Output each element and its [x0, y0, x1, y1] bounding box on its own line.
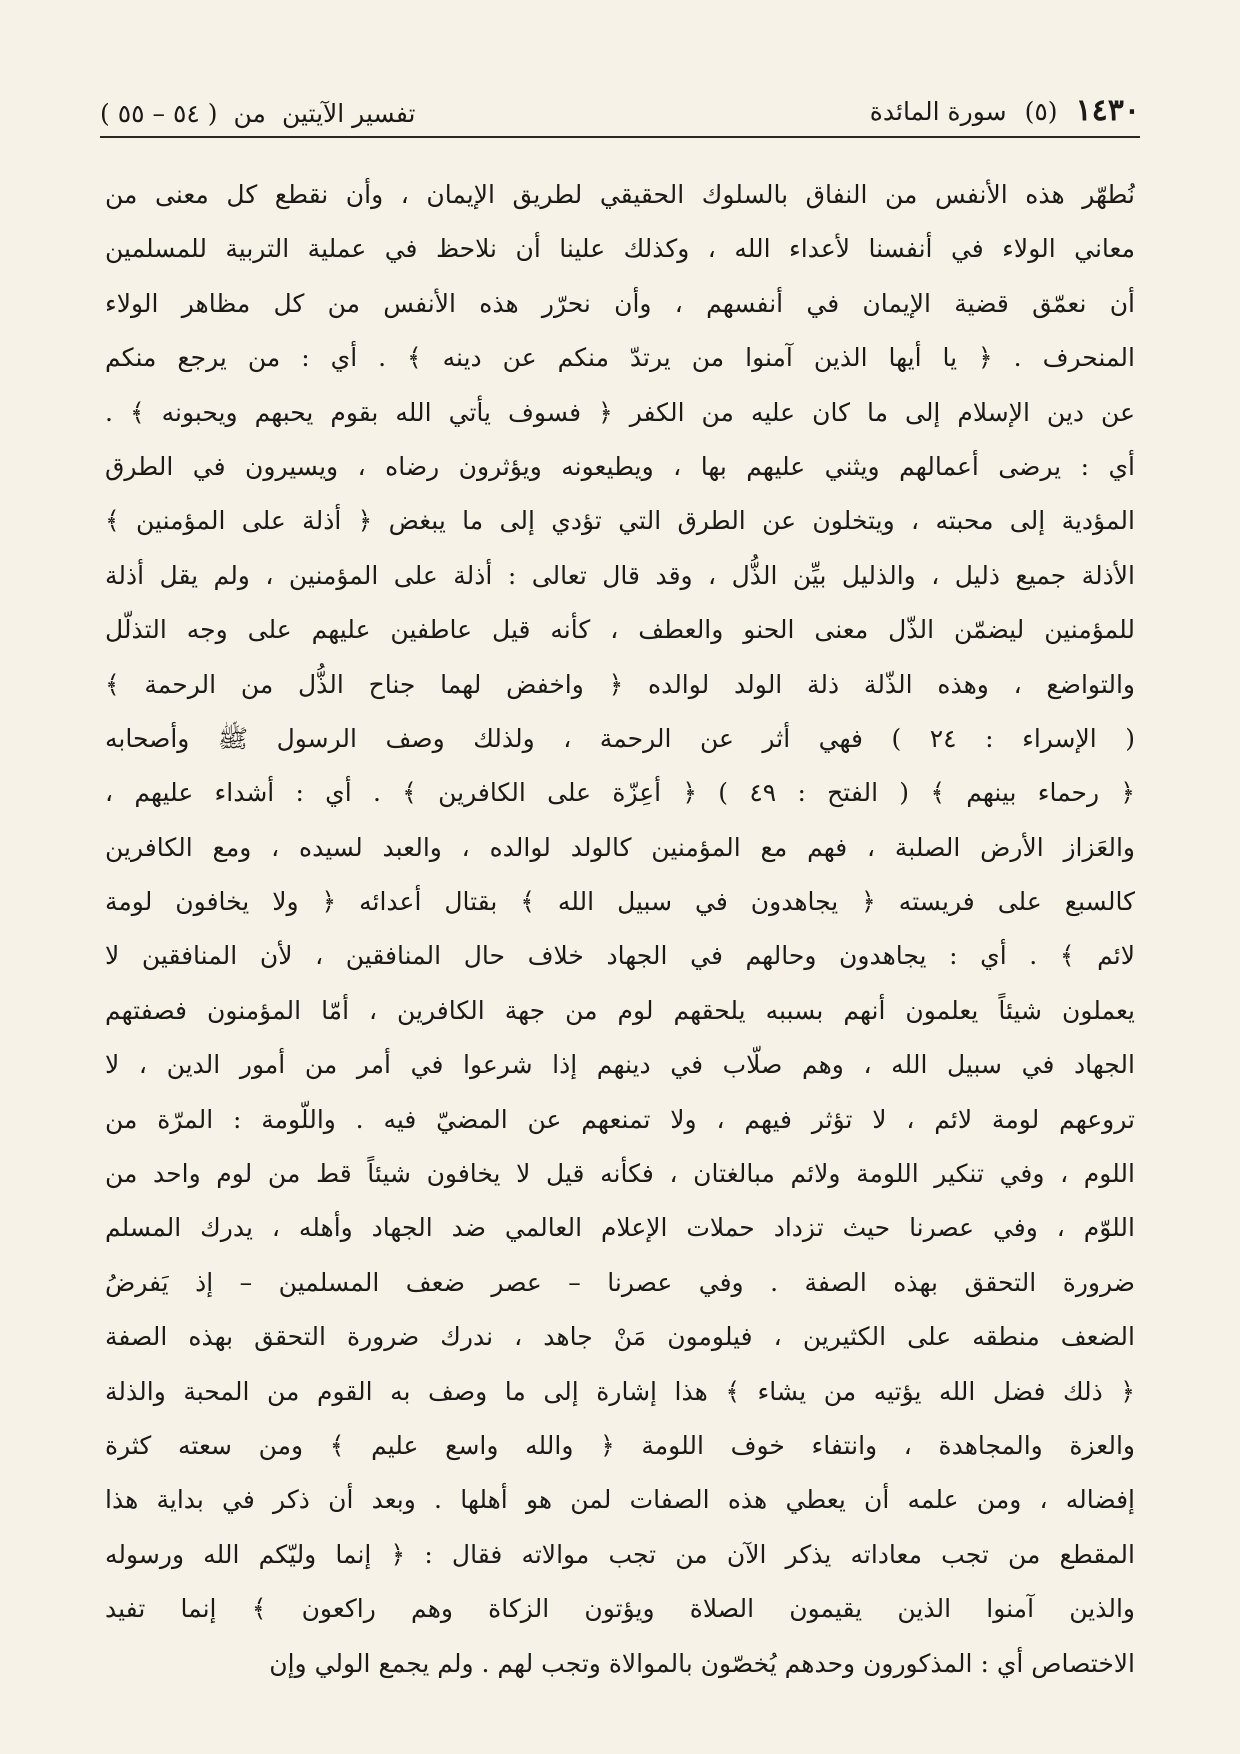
- text-line: الاختصاص أي : المذكورون وحدهم يُخصّون بالموالاة وتجب لهم . ولم يجمع الولي وإن: [269, 1648, 1135, 1678]
- text-line: والعزة والمجاهدة ، وانتفاء خوف اللومة ﴿ والله واسع عليم ﴾ ومن سعته كثرة: [105, 1430, 1135, 1460]
- text-line: كالسبع على فريسته ﴿ يجاهدون في سبيل الله ﴾ بقتال أعدائه ﴿ ولا يخافون لومة: [105, 887, 1135, 917]
- text-line: ﴿ ذلك فضل الله يؤتيه من يشاء ﴾ هذا إشارة إلى ما وصف به القوم من المحبة والذلة: [105, 1376, 1135, 1406]
- text-line: والذين آمنوا الذين يقيمون الصلاة ويؤتون الزكاة وهم راكعون ﴾ إنما تفيد: [105, 1594, 1135, 1624]
- text-line: ﴿ رحماء بينهم ﴾ ( الفتح : ٤٩ ) ﴿ أعِزّة على الكافرين ﴾ . أي : أشداء عليهم ،: [105, 778, 1135, 808]
- sura-number: (٥): [1024, 97, 1058, 126]
- sura-name: سورة المائدة: [869, 97, 1007, 126]
- body-text: [105, 168, 1135, 1691]
- text-line: والعَزاز الأرض الصلبة ، فهم مع المؤمنين كالولد لوالده ، والعبد لسيده ، ومع الكافرين: [105, 832, 1135, 862]
- text-line: أن نعمّق قضية الإيمان في أنفسهم ، وأن نحرّر هذه الأنفس من كل مظاهر الولاء: [105, 288, 1135, 318]
- header-left: [100, 99, 415, 128]
- header-right: [870, 93, 1140, 128]
- header-rule: [100, 136, 1140, 138]
- text-line: إفضاله ، ومن علمه أن يعطي هذه الصفات لمن هو أهلها . وبعد أن ذكر في بداية هذا: [105, 1485, 1135, 1515]
- text-line: للمؤمنين ليضمّن الذّل معنى الحنو والعطف ، كأنه قيل عاطفين عليهم على وجه التذلّل: [105, 615, 1135, 645]
- text-line: ( الإسراء : ٢٤ ) فهي أثر عن الرحمة ، ولذلك وصف الرسول ﷺ وأصحابه: [105, 723, 1135, 753]
- text-line: ضرورة التحقق بهذه الصفة . وفي عصرنا – عصر ضعف المسلمين – إذ يَفرضُ: [105, 1267, 1135, 1297]
- text-line: لائم ﴾ . أي : يجاهدون وحالهم في الجهاد خلاف حال المنافقين ، لأن المنافقين لا: [105, 941, 1135, 971]
- text-line: الجهاد في سبيل الله ، وهم صلّاب في دينهم إذا شرعوا في أمر من أمور الدين ، لا: [105, 1050, 1135, 1080]
- text-line: الضعف منطقه على الكثيرين ، فيلومون مَنْ جاهد ، ندرك ضرورة التحقق بهذه الصفة: [105, 1322, 1135, 1352]
- page-number: ١٤٣٠: [1075, 93, 1140, 128]
- text-line: اللوّم ، وفي عصرنا حيث تزداد حملات الإعلام العالمي ضد الجهاد وأهله ، يدرك المسلم: [105, 1213, 1135, 1243]
- page-header: [100, 84, 1140, 128]
- section-title: تفسير الآيتين: [281, 99, 416, 128]
- text-line: والتواضع ، وهذه الذّلة ذلة الولد لوالده ﴿ واخفض لهما جناح الذُّل من الرحمة ﴾: [105, 669, 1135, 699]
- text-line: المقطع من تجب معاداته يذكر الآن من تجب موالاته فقال : ﴿ إنما وليّكم الله ورسوله: [105, 1539, 1135, 1569]
- text-line: عن دين الإسلام إلى ما كان عليه من الكفر ﴿ فسوف يأتي الله بقوم يحبهم ويحبونه ﴾ .: [105, 397, 1135, 427]
- text-line: تروعهم لومة لائم ، لا تؤثر فيهم ، ولا تمنعهم عن المضيّ فيه . واللّومة : المرّة من: [105, 1104, 1135, 1134]
- text-line: الأذلة جميع ذليل ، والذليل بيِّن الذُّل ، وقد قال تعالى : أذلة على المؤمنين ، ولم يقل أذلة: [105, 560, 1135, 590]
- verse-range-prefix: من: [233, 99, 266, 128]
- text-line: اللوم ، وفي تنكير اللومة ولائم مبالغتان ، فكأنه قيل لا يخافون شيئاً قط من لوم واحد من: [105, 1159, 1135, 1189]
- text-line: المؤدية إلى محبته ، ويتخلون عن الطرق التي تؤدي إلى ما يبغض ﴿ أذلة على المؤمنين ﴾: [105, 506, 1135, 536]
- text-line: معاني الولاء في أنفسنا لأعداء الله ، وكذلك علينا أن نلاحظ في عملية التربية للمسلمين: [105, 234, 1135, 264]
- text-line: المنحرف . ﴿ يا أيها الذين آمنوا من يرتدّ منكم عن دينه ﴾ . أي : من يرجع منكم: [105, 343, 1135, 373]
- verse-range: ( ٥٤ – ٥٥ ): [100, 99, 218, 128]
- text-line: يعملون شيئاً يعلمون أنهم بسببه يلحقهم لوم من جهة الكافرين ، أمّا المؤمنون فصفتهم: [105, 995, 1135, 1025]
- text-line: نُطهّر هذه الأنفس من النفاق بالسلوك الحقيقي لطريق الإيمان ، وأن نقطع كل معنى من: [105, 180, 1135, 209]
- text-line: أي : يرضى أعمالهم ويثني عليهم بها ، ويطيعونه ويؤثرون رضاه ، ويسيرون في الطرق: [105, 451, 1135, 481]
